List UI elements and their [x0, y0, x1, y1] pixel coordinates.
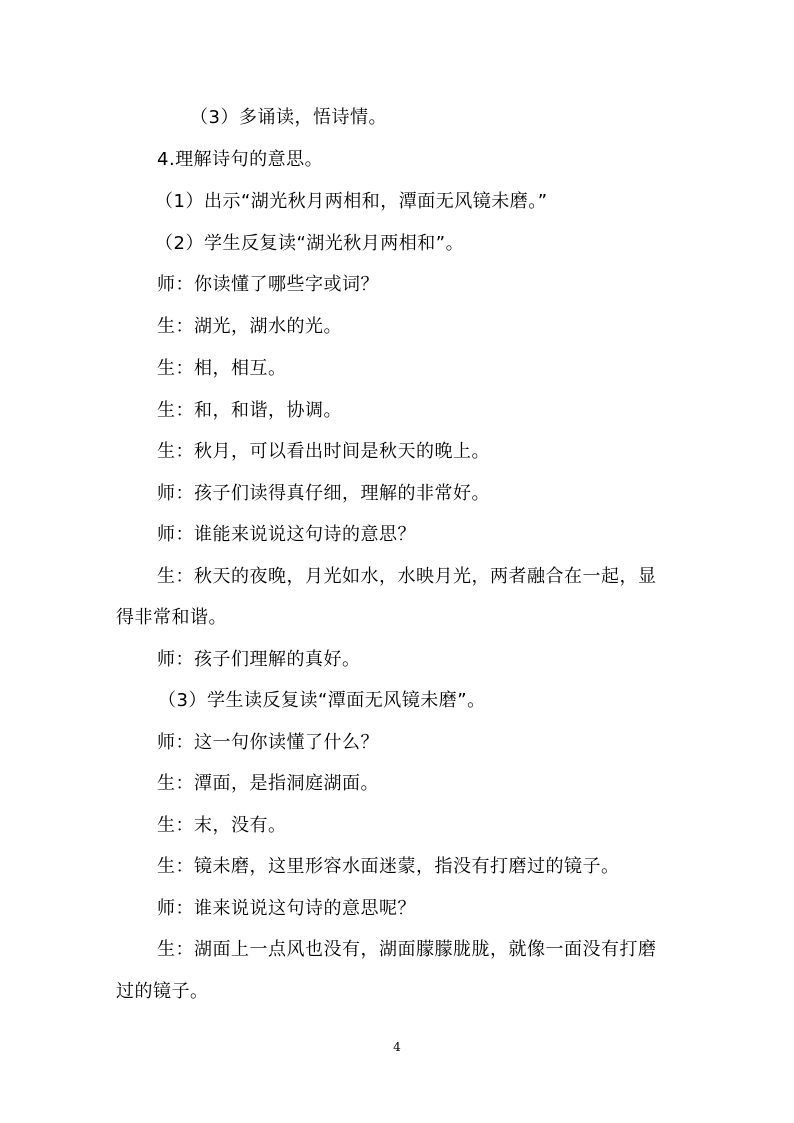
text-line-5: 师：你读懂了哪些字或词？	[157, 274, 379, 295]
text-line-8: 生：和，和谐，协调。	[157, 400, 342, 421]
text-line-22: 过的镜子。	[116, 981, 209, 1002]
text-line-1: （3）多诵读，悟诗情。	[190, 107, 387, 128]
text-line-17: 生：潭面，是指洞庭湖面。	[157, 773, 379, 794]
text-line-10: 师：孩子们读得真仔细，理解的非常好。	[157, 483, 490, 504]
text-line-19: 生：镜未磨，这里形容水面迷蒙，指没有打磨过的镜子。	[157, 856, 620, 877]
text-line-4: （2）学生反复读“湖光秋月两相和”。	[155, 233, 465, 254]
text-line-15: （3）学生读反复读“潭面无风镜未磨”。	[158, 690, 486, 711]
page-number: 4	[393, 1040, 401, 1054]
text-line-7: 生：相，相互。	[157, 358, 287, 379]
text-line-13: 得非常和谐。	[116, 607, 227, 628]
text-line-18: 生：末，没有。	[157, 815, 287, 836]
text-line-6: 生：湖光，湖水的光。	[157, 316, 342, 337]
text-line-14: 师：孩子们理解的真好。	[157, 649, 361, 670]
text-line-9: 生：秋月，可以看出时间是秋天的晚上。	[157, 441, 490, 462]
text-line-21: 生：湖面上一点风也没有，湖面朦朦胧胧，就像一面没有打磨	[157, 939, 657, 960]
text-line-20: 师：谁来说说这句诗的意思呢？	[157, 898, 416, 919]
text-line-3: （1）出示“湖光秋月两相和，潭面无风镜未磨。”	[155, 191, 548, 212]
text-line-12: 生：秋天的夜晚，月光如水，水映月光，两者融合在一起，显	[157, 566, 657, 587]
text-line-16: 师：这一句你读懂了什么？	[157, 732, 379, 753]
text-line-11: 师：谁能来说说这句诗的意思？	[157, 524, 416, 545]
text-line-2: 4.理解诗句的意思。	[157, 149, 324, 170]
